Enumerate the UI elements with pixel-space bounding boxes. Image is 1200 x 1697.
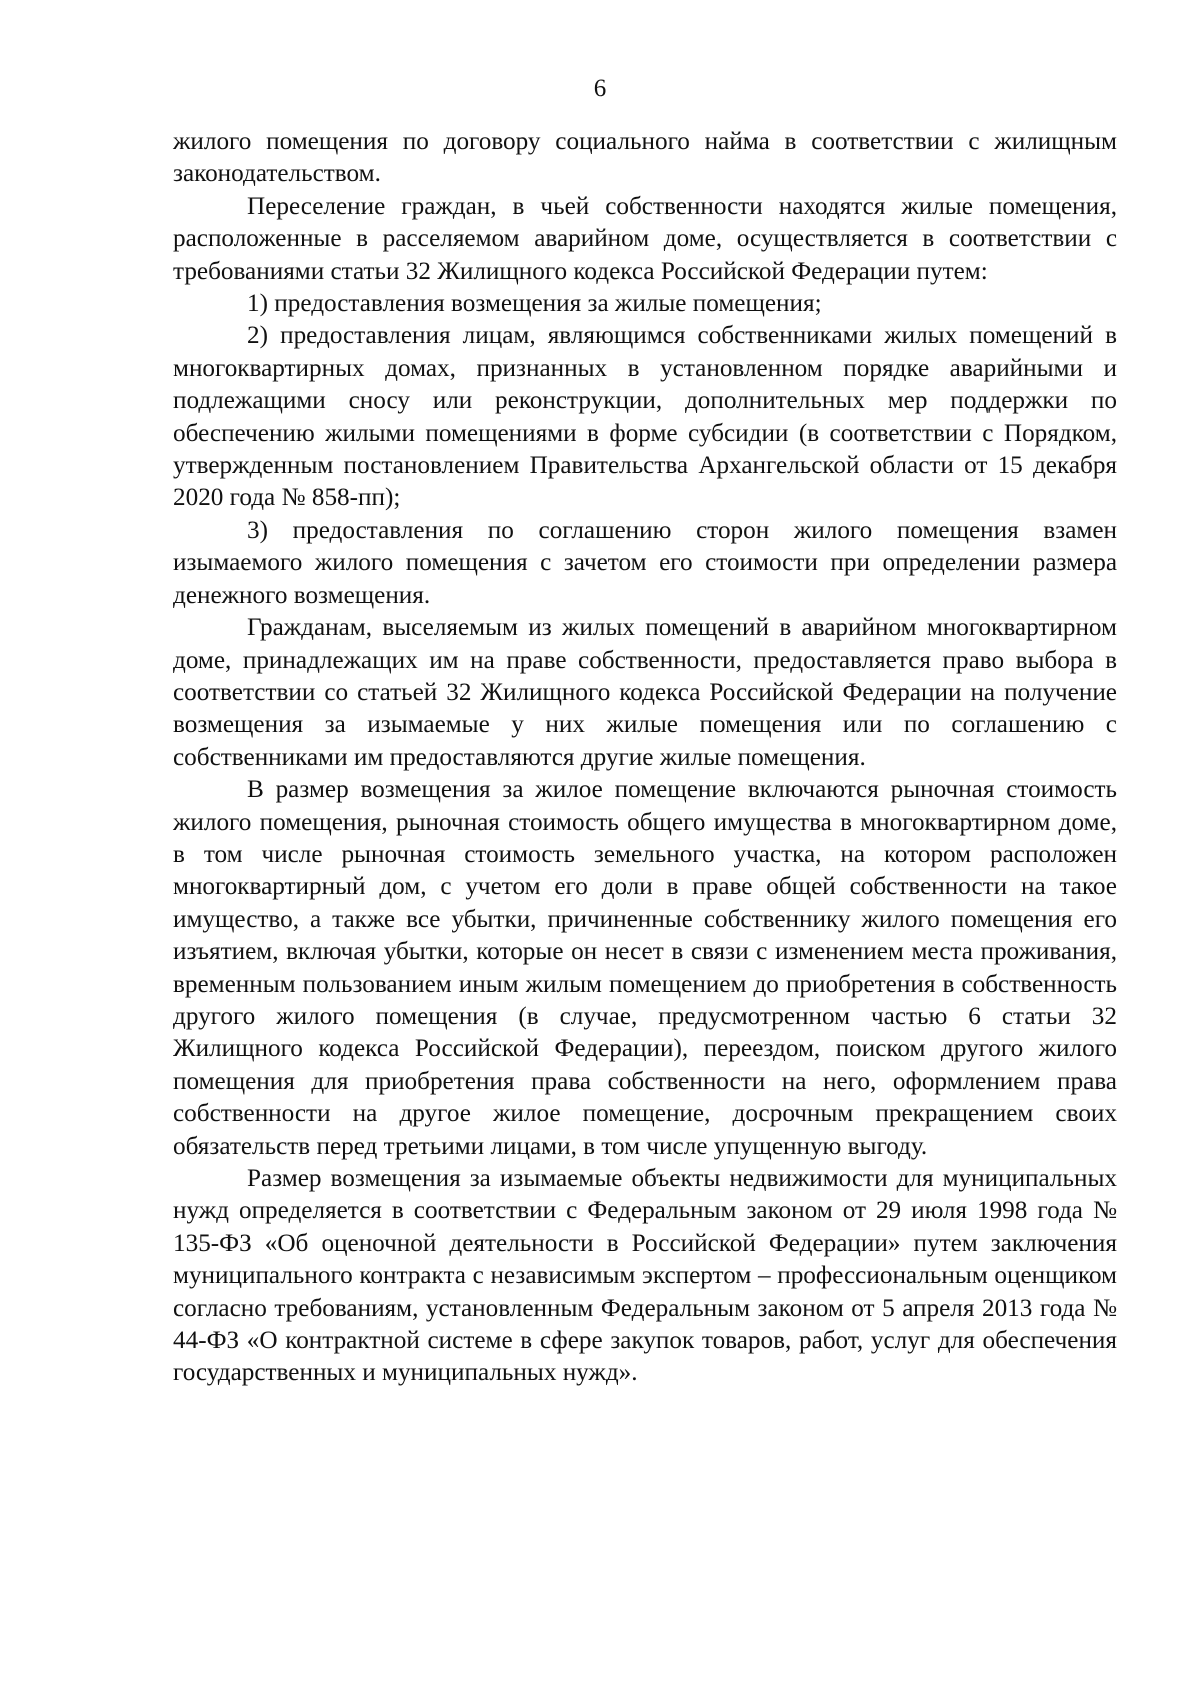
page-number: 6 (593, 75, 607, 102)
list-item-1: 1) предоставления возмещения за жилые помещения; (247, 290, 822, 318)
list-item-2: 2) предоставления лицам, являющимся собственниками жилых помещений в многоквартирных домах, признанных в установленном порядке аварийными и подлежащими сносу или реконструкции, дополнительных мер поддержки по обеспечению жилыми помещениями в форме субсидии (в соответствии с Порядком, утвержденным постановлением Правительства Архангельской области от 15 декабря 2020 года № 858-пп); (173, 322, 1117, 512)
paragraph-compensation-amount: В размер возмещения за жилое помещение включаются рыночная стоимость жилого помещения, рыночная стоимость общего имущества в многоквартирном доме, в том числе рыночная стоимость земельного участка, на котором расположен многоквартирный дом, с учетом его доли в праве общей собственности на такое имущество, а также все убытки, причиненные собственнику жилого помещения его изъятием, включая убытки, которые он несет в связи с изменением места проживания, временным пользованием иным жилым помещением до приобретения в собственность другого жилого помещения (в случае, предусмотренном частью 6 статьи 32 Жилищного кодекса Российской Федерации), переездом, поиском другого жилого помещения для приобретения права собственности на него, оформлением права собственности на другое жилое помещение, досрочным прекращением своих обязательств перед третьими лицами, в том числе упущенную выгоду. (173, 776, 1117, 1160)
paragraph-valuation: Размер возмещения за изымаемые объекты недвижимости для муниципальных нужд определяется в соответствии с Федеральным законом от 29 июля 1998 года № 135-ФЗ «Об оценочной деятельности в Российской Федерации» путем заключения муниципального контракта с независимым экспертом – профессиональным оценщиком согласно требованиям, установленным Федеральным законом от 5 апреля 2013 года № 44-ФЗ «О контрактной системе в сфере закупок товаров, работ, услуг для обеспечения государственных и муниципальных нужд». (173, 1165, 1117, 1387)
document-body (173, 126, 1117, 1390)
list-item-3: 3) предоставления по соглашению сторон жилого помещения взамен изымаемого жилого помещения с зачетом его стоимости при определении размера денежного возмещения. (173, 516, 1117, 609)
paragraph-resettlement-intro: Переселение граждан, в чьей собственности находятся жилые помещения, расположенные в расселяемом аварийном доме, осуществляется в соответствии с требованиями статьи 32 Жилищного кодекса Российской Федерации путем: (173, 192, 1117, 285)
paragraph-continuation: жилого помещения по договору социального найма в соответствии с жилищным законодательством. (173, 128, 1117, 188)
paragraph-choice-right: Гражданам, выселяемым из жилых помещений в аварийном многоквартирном доме, принадлежащих им на праве собственности, предоставляется право выбора в соответствии со статьей 32 Жилищного кодекса Российской Федерации на получение возмещения за изымаемые у них жилые помещения или по соглашению с собственниками им предоставляются другие жилые помещения. (173, 614, 1117, 771)
